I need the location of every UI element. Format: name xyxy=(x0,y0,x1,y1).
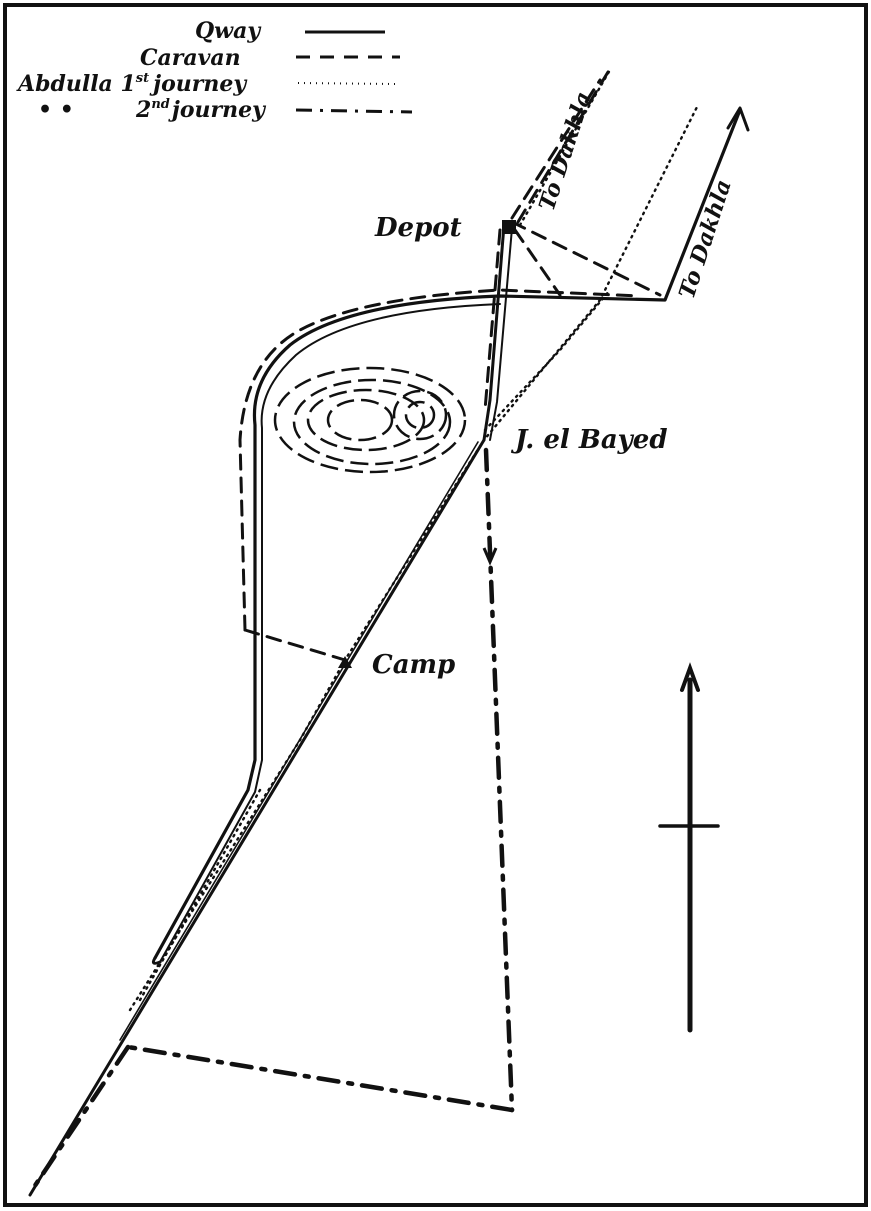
legend-qway-label: Qway xyxy=(195,18,261,44)
label-depot: Depot xyxy=(375,213,462,243)
legend-abdulla-first-sup: st xyxy=(135,71,150,86)
legend-second-line xyxy=(296,110,412,112)
legend-abdulla-first-main: Abdulla 1 xyxy=(18,71,136,97)
label-to-dakhla-1: To Dakhla xyxy=(533,88,597,214)
legend-abdulla-first-label xyxy=(16,71,248,97)
legend-second-label xyxy=(135,97,267,123)
legend-abdulla-first-tail: journey xyxy=(153,71,247,97)
legend-second-dots: • • xyxy=(38,97,74,123)
label-to-dakhla-2: To Dakhla xyxy=(673,176,737,302)
legend xyxy=(16,18,412,123)
legend-abdulla-first-line xyxy=(298,83,395,84)
map-frame xyxy=(5,5,866,1205)
legend-second-main: 2 xyxy=(136,97,152,123)
abdulla-second-journey-route xyxy=(32,450,512,1190)
label-camp: Camp xyxy=(372,650,456,680)
label-jebel-el-bayed: J. el Bayed xyxy=(515,425,668,455)
north-arrow-icon xyxy=(660,668,718,1030)
hill-contours-icon xyxy=(275,368,465,472)
abdulla-first-journey-route xyxy=(130,70,698,1010)
depot-square-icon xyxy=(502,220,516,234)
legend-second-sup: nd xyxy=(151,97,170,112)
legend-caravan-label: Caravan xyxy=(140,45,241,71)
caravan-route xyxy=(240,72,660,660)
legend-second-tail: journey xyxy=(171,97,265,123)
